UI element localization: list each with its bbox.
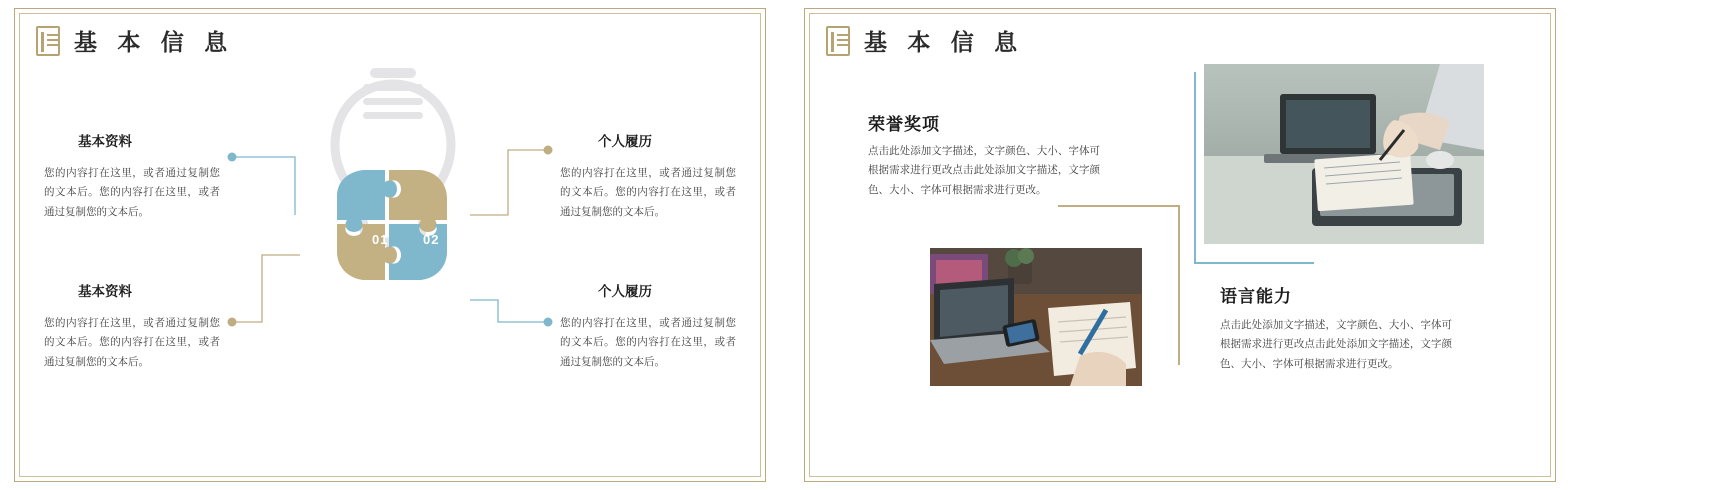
text-block-bottom-right: [560, 280, 736, 372]
text-block-top-right: [560, 130, 736, 222]
block-title: 个人履历: [598, 284, 652, 299]
text-block-top-left: [44, 130, 220, 222]
document-list-icon: [826, 26, 850, 56]
section-title-language: 语言能力: [1220, 287, 1292, 306]
slide-header: [826, 24, 1024, 57]
photo-desk: [930, 248, 1142, 386]
puzzle-label-01: 01: [372, 232, 389, 247]
slide-basic-info-photos[interactable]: [790, 0, 1570, 490]
puzzle-label-03: 03: [423, 300, 440, 315]
puzzle-label-04: 04: [372, 300, 389, 315]
block-body: 您的内容打在这里，或者通过复制您的文本后。您的内容打在这里，或者通过复制您的文本后。: [44, 167, 220, 218]
section-title-honors: 荣誉奖项: [868, 115, 940, 134]
puzzle-label-02: 02: [423, 232, 440, 247]
text-block-bottom-left: [44, 280, 220, 372]
document-list-icon: [36, 26, 60, 56]
slide-header: [36, 24, 234, 57]
photo-desk-art: [930, 248, 1142, 386]
section-body-honors: 点击此处添加文字描述，文字颜色、大小、字体可根据需求进行更改点击此处添加文字描述，文字颜色、大小、字体可根据需求进行更改。: [868, 145, 1100, 196]
slide-basic-info-diagram[interactable]: [0, 0, 780, 490]
block-body: 您的内容打在这里，或者通过复制您的文本后。您的内容打在这里，或者通过复制您的文本后。: [44, 317, 220, 368]
page-title: 基 本 信 息: [864, 29, 1025, 55]
block-title: 基本资料: [78, 284, 132, 299]
page-title: 基 本 信 息: [74, 29, 235, 55]
photo-meeting: [1204, 64, 1484, 244]
lightbulb-puzzle-graphic: [318, 62, 468, 362]
block-body: 您的内容打在这里，或者通过复制您的文本后。您的内容打在这里，或者通过复制您的文本后。: [560, 167, 736, 218]
block-title: 基本资料: [78, 134, 132, 149]
photo-meeting-art: [1204, 64, 1484, 244]
puzzle-pieces: [329, 162, 457, 288]
section-body-language: 点击此处添加文字描述，文字颜色、大小、字体可根据需求进行更改点击此处添加文字描述，文字颜色、大小、字体可根据需求进行更改。: [1220, 319, 1452, 370]
block-title: 个人履历: [598, 134, 652, 149]
block-body: 您的内容打在这里，或者通过复制您的文本后。您的内容打在这里，或者通过复制您的文本后。: [560, 317, 736, 368]
